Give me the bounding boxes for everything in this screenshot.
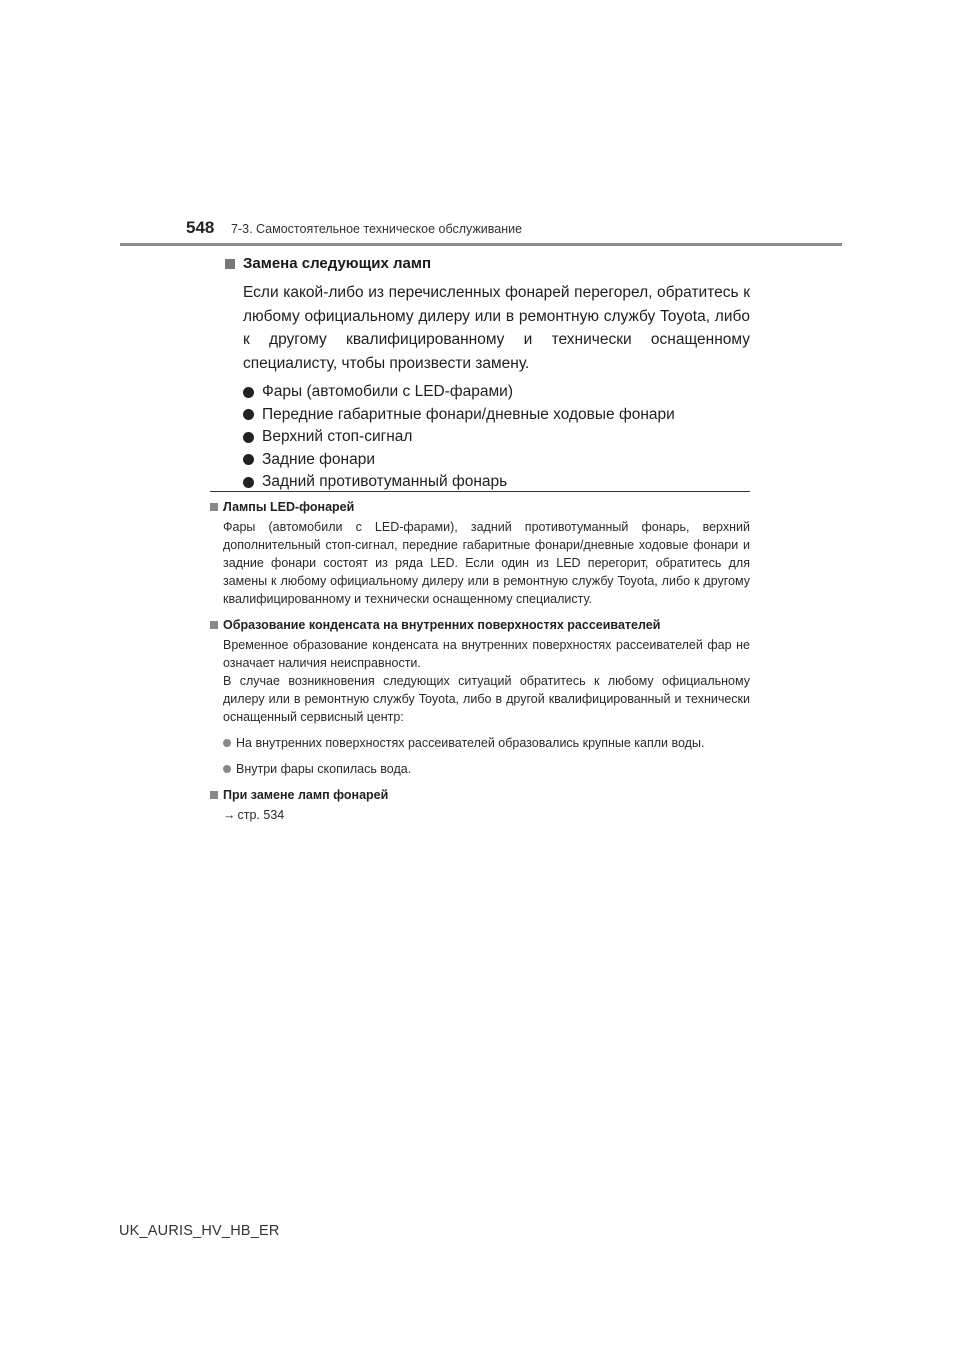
bullet-dot-icon xyxy=(243,477,254,488)
note-heading: При замене ламп фонарей xyxy=(210,788,750,802)
square-bullet-icon xyxy=(225,259,235,269)
list-item: Внутри фары скопилась вода. xyxy=(223,760,750,778)
header-rule xyxy=(120,243,842,246)
list-item: Фары (автомобили с LED-фарами) xyxy=(243,381,750,404)
bullet-dot-icon xyxy=(243,387,254,398)
bullet-dot-icon xyxy=(243,432,254,443)
page-reference[interactable] xyxy=(223,806,750,824)
note-heading: Образование конденсата на внутренних поверхностях рассеивателей xyxy=(210,618,750,632)
note-text: Временное образование конденсата на внутренних поверхностях рассеивателей фар не означает наличия неисправности. В случае возникновения следующих ситуаций обратитесь к любому официальному дилеру или в ремонтную службу Toyota, либо в другой квалифицированный и технически оснащенный сервисный центр: xyxy=(223,638,750,724)
lamp-list xyxy=(243,381,750,494)
square-bullet-icon xyxy=(210,503,218,511)
main-heading xyxy=(225,255,750,272)
note-condensation xyxy=(210,618,750,778)
notes-section xyxy=(210,500,750,834)
main-paragraph: Если какой-либо из перечисленных фонарей перегорел, обратитесь к любому официальному дилеру или в ремонтную службу Toyota, либо к другому квалифицированному и технически оснащенному специалисту, чтобы произвести замену. xyxy=(243,284,750,372)
bullet-dot-icon xyxy=(223,739,231,747)
note-heading: Лампы LED-фонарей xyxy=(210,500,750,514)
page-number: 548 xyxy=(186,218,215,237)
list-item: Верхний стоп-сигнал xyxy=(243,426,750,449)
square-bullet-icon xyxy=(210,791,218,799)
bullet-dot-icon xyxy=(223,765,231,773)
list-item: На внутренних поверхностях рассеивателей образовались крупные капли воды. xyxy=(223,734,750,752)
notes-divider xyxy=(210,491,750,492)
note-led xyxy=(210,500,750,608)
section-title: 7-3. Самостоятельное техническое обслуживание xyxy=(231,222,523,236)
list-item: Задние фонари xyxy=(243,449,750,472)
main-section xyxy=(225,255,750,494)
page-reference-link[interactable]: стр. 534 xyxy=(237,808,285,822)
arrow-right-icon: → xyxy=(223,808,236,822)
square-bullet-icon xyxy=(210,621,218,629)
list-item: Передние габаритные фонари/дневные ходовые фонари xyxy=(243,404,750,427)
bullet-dot-icon xyxy=(243,454,254,465)
document-code: UK_AURIS_HV_HB_ER xyxy=(119,1223,280,1239)
note-replacement xyxy=(210,788,750,824)
list-item: Задний противотуманный фонарь xyxy=(243,471,750,494)
bullet-dot-icon xyxy=(243,409,254,420)
main-heading-text: Замена следующих ламп xyxy=(243,255,432,272)
page-header xyxy=(0,0,960,250)
note-text: Фары (автомобили с LED-фарами), задний противотуманный фонарь, верхний дополнительный стоп-сигнал, передние габаритные фонари/дневные ходовые фонари и задние фонари состоят из ряда LED. Если один из LED перегорит, обратитесь для замены к любому официальному дилеру или в ремонтную службу Toyota, либо к другому квалифицированному и технически оснащенному специалисту. xyxy=(223,520,750,606)
